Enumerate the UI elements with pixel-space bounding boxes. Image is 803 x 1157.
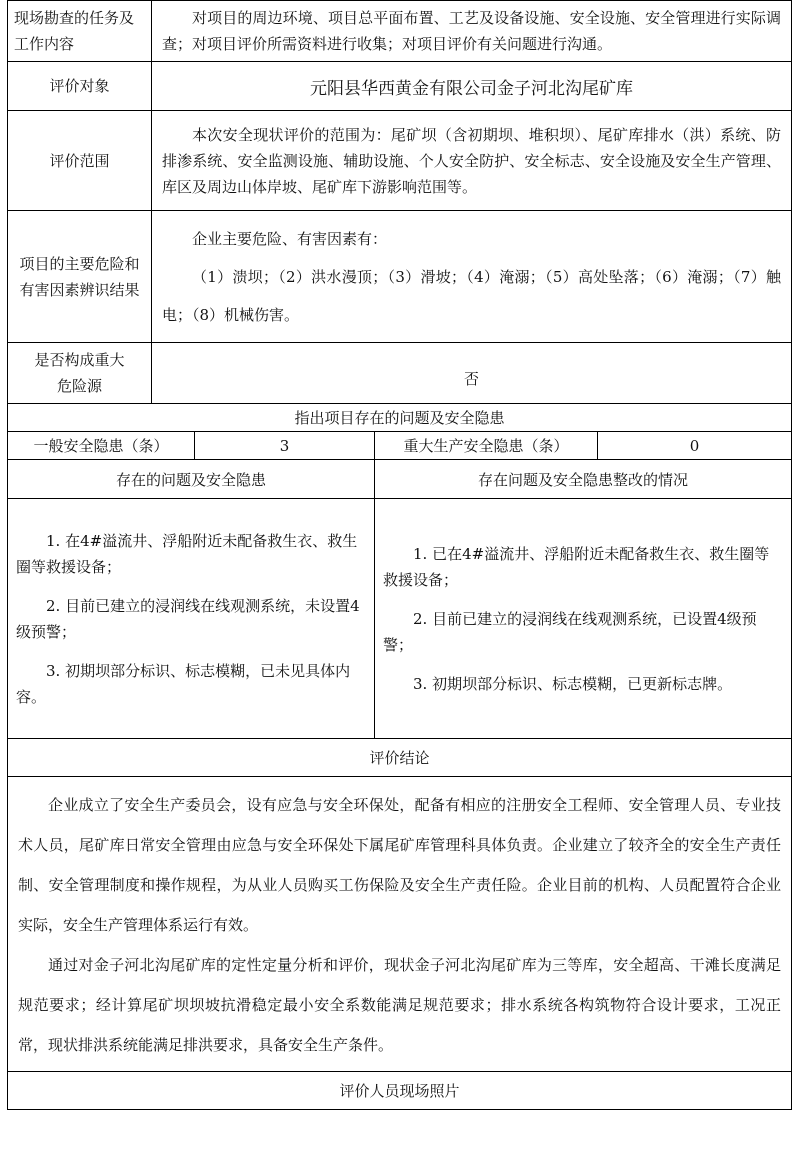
scope-text: 本次安全现状评价的范围为：尾矿坝（含初期坝、堆积坝）、尾矿库排水（洪）系统、防排渗系统、安全监测设施、辅助设施、个人安全防护、安全标志、安全设施及安全生产管理、库区及周边山体岸坡、尾矿库下游影响范围等。 [152, 111, 792, 211]
rectification-item: 1. 已在4#溢流井、浮船附近未配备救生衣、救生圈等救援设备； [383, 544, 770, 589]
evaluation-table [7, 0, 792, 1110]
hazards-row [8, 211, 792, 343]
hazards-intro: 企业主要危险、有害因素有： [192, 229, 388, 248]
problems-header: 指出项目存在的问题及安全隐患 [8, 404, 792, 432]
major-hazard-label: 是否构成重大危险源 [8, 343, 152, 404]
evaluation-form [7, 0, 791, 1110]
issues-left-header: 存在的问题及安全隐患 [8, 460, 375, 499]
issues-left [8, 499, 375, 739]
conclusion-body [8, 777, 792, 1072]
hazards-list: （1）溃坝；（2）洪水漫顶；（3）滑坡；（4）淹溺；（5）高处坠落；（6）淹溺；（7）触电；（8）机械伤害。 [162, 267, 781, 324]
problems-header-row [8, 404, 792, 432]
general-hazard-label: 一般安全隐患（条） [8, 432, 195, 460]
target-label: 评价对象 [8, 62, 152, 111]
general-hazard-count: 3 [195, 432, 375, 460]
conclusion-header: 评价结论 [8, 739, 792, 777]
issues-right [375, 499, 792, 739]
survey-label: 现场勘查的任务及工作内容 [8, 1, 152, 62]
major-hazard-count: 0 [598, 432, 792, 460]
issue-item: 1. 在4#溢流井、浮船附近未配备救生衣、救生圈等救援设备； [16, 531, 358, 576]
conclusion-row [8, 777, 792, 1072]
issues-right-header: 存在问题及安全隐患整改的情况 [375, 460, 792, 499]
target-row [8, 62, 792, 111]
major-hazard-count-label: 重大生产安全隐患（条） [375, 432, 598, 460]
counts-row [8, 432, 792, 460]
conclusion-paragraph: 企业成立了安全生产委员会，设有应急与安全环保处，配备有相应的注册安全工程师、安全管理人员、专业技术人员，尾矿库日常安全管理由应急与安全环保处下属尾矿库管理科具体负责。企业建立了较齐全的安全生产责任制、安全管理制度和操作规程，为从业人员购买工伤保险及安全生产责任险。企业目前的机构、人员配置符合企业实际，安全生产管理体系运行有效。 [18, 796, 781, 934]
target-text: 元阳县华西黄金有限公司金子河北沟尾矿库 [152, 62, 792, 111]
photos-header-row [8, 1072, 792, 1110]
hazards-label: 项目的主要危险和有害因素辨识结果 [8, 211, 152, 343]
conclusion-paragraph: 通过对金子河北沟尾矿库的定性定量分析和评价，现状金子河北沟尾矿库为三等库，安全超高、干滩长度满足规范要求；经计算尾矿坝坝坡抗滑稳定最小安全系数能满足规范要求；排水系统各构筑物符合设计要求，工况正常，现状排洪系统能满足排洪要求，具备安全生产条件。 [18, 956, 781, 1054]
major-hazard-value: 否 [152, 343, 792, 404]
scope-label: 评价范围 [8, 111, 152, 211]
issue-item: 2. 目前已建立的浸润线在线观测系统，未设置4级预警； [16, 596, 360, 641]
survey-text: 对项目的周边环境、项目总平面布置、工艺及设备设施、安全设施、安全管理进行实际调查；对项目评价所需资料进行收集；对项目评价有关问题进行沟通。 [152, 1, 792, 62]
issues-header-row [8, 460, 792, 499]
issue-item: 3. 初期坝部分标识、标志模糊，已未见具体内容。 [16, 661, 351, 706]
hazards-cell [152, 211, 792, 343]
conclusion-header-row [8, 739, 792, 777]
photos-header: 评价人员现场照片 [8, 1072, 792, 1110]
survey-row [8, 1, 792, 62]
scope-row [8, 111, 792, 211]
rectification-item: 3. 初期坝部分标识、标志模糊，已更新标志牌。 [413, 674, 733, 693]
rectification-item: 2. 目前已建立的浸润线在线观测系统，已设置4级预警； [383, 609, 757, 654]
major-hazard-row [8, 343, 792, 404]
issues-row [8, 499, 792, 739]
